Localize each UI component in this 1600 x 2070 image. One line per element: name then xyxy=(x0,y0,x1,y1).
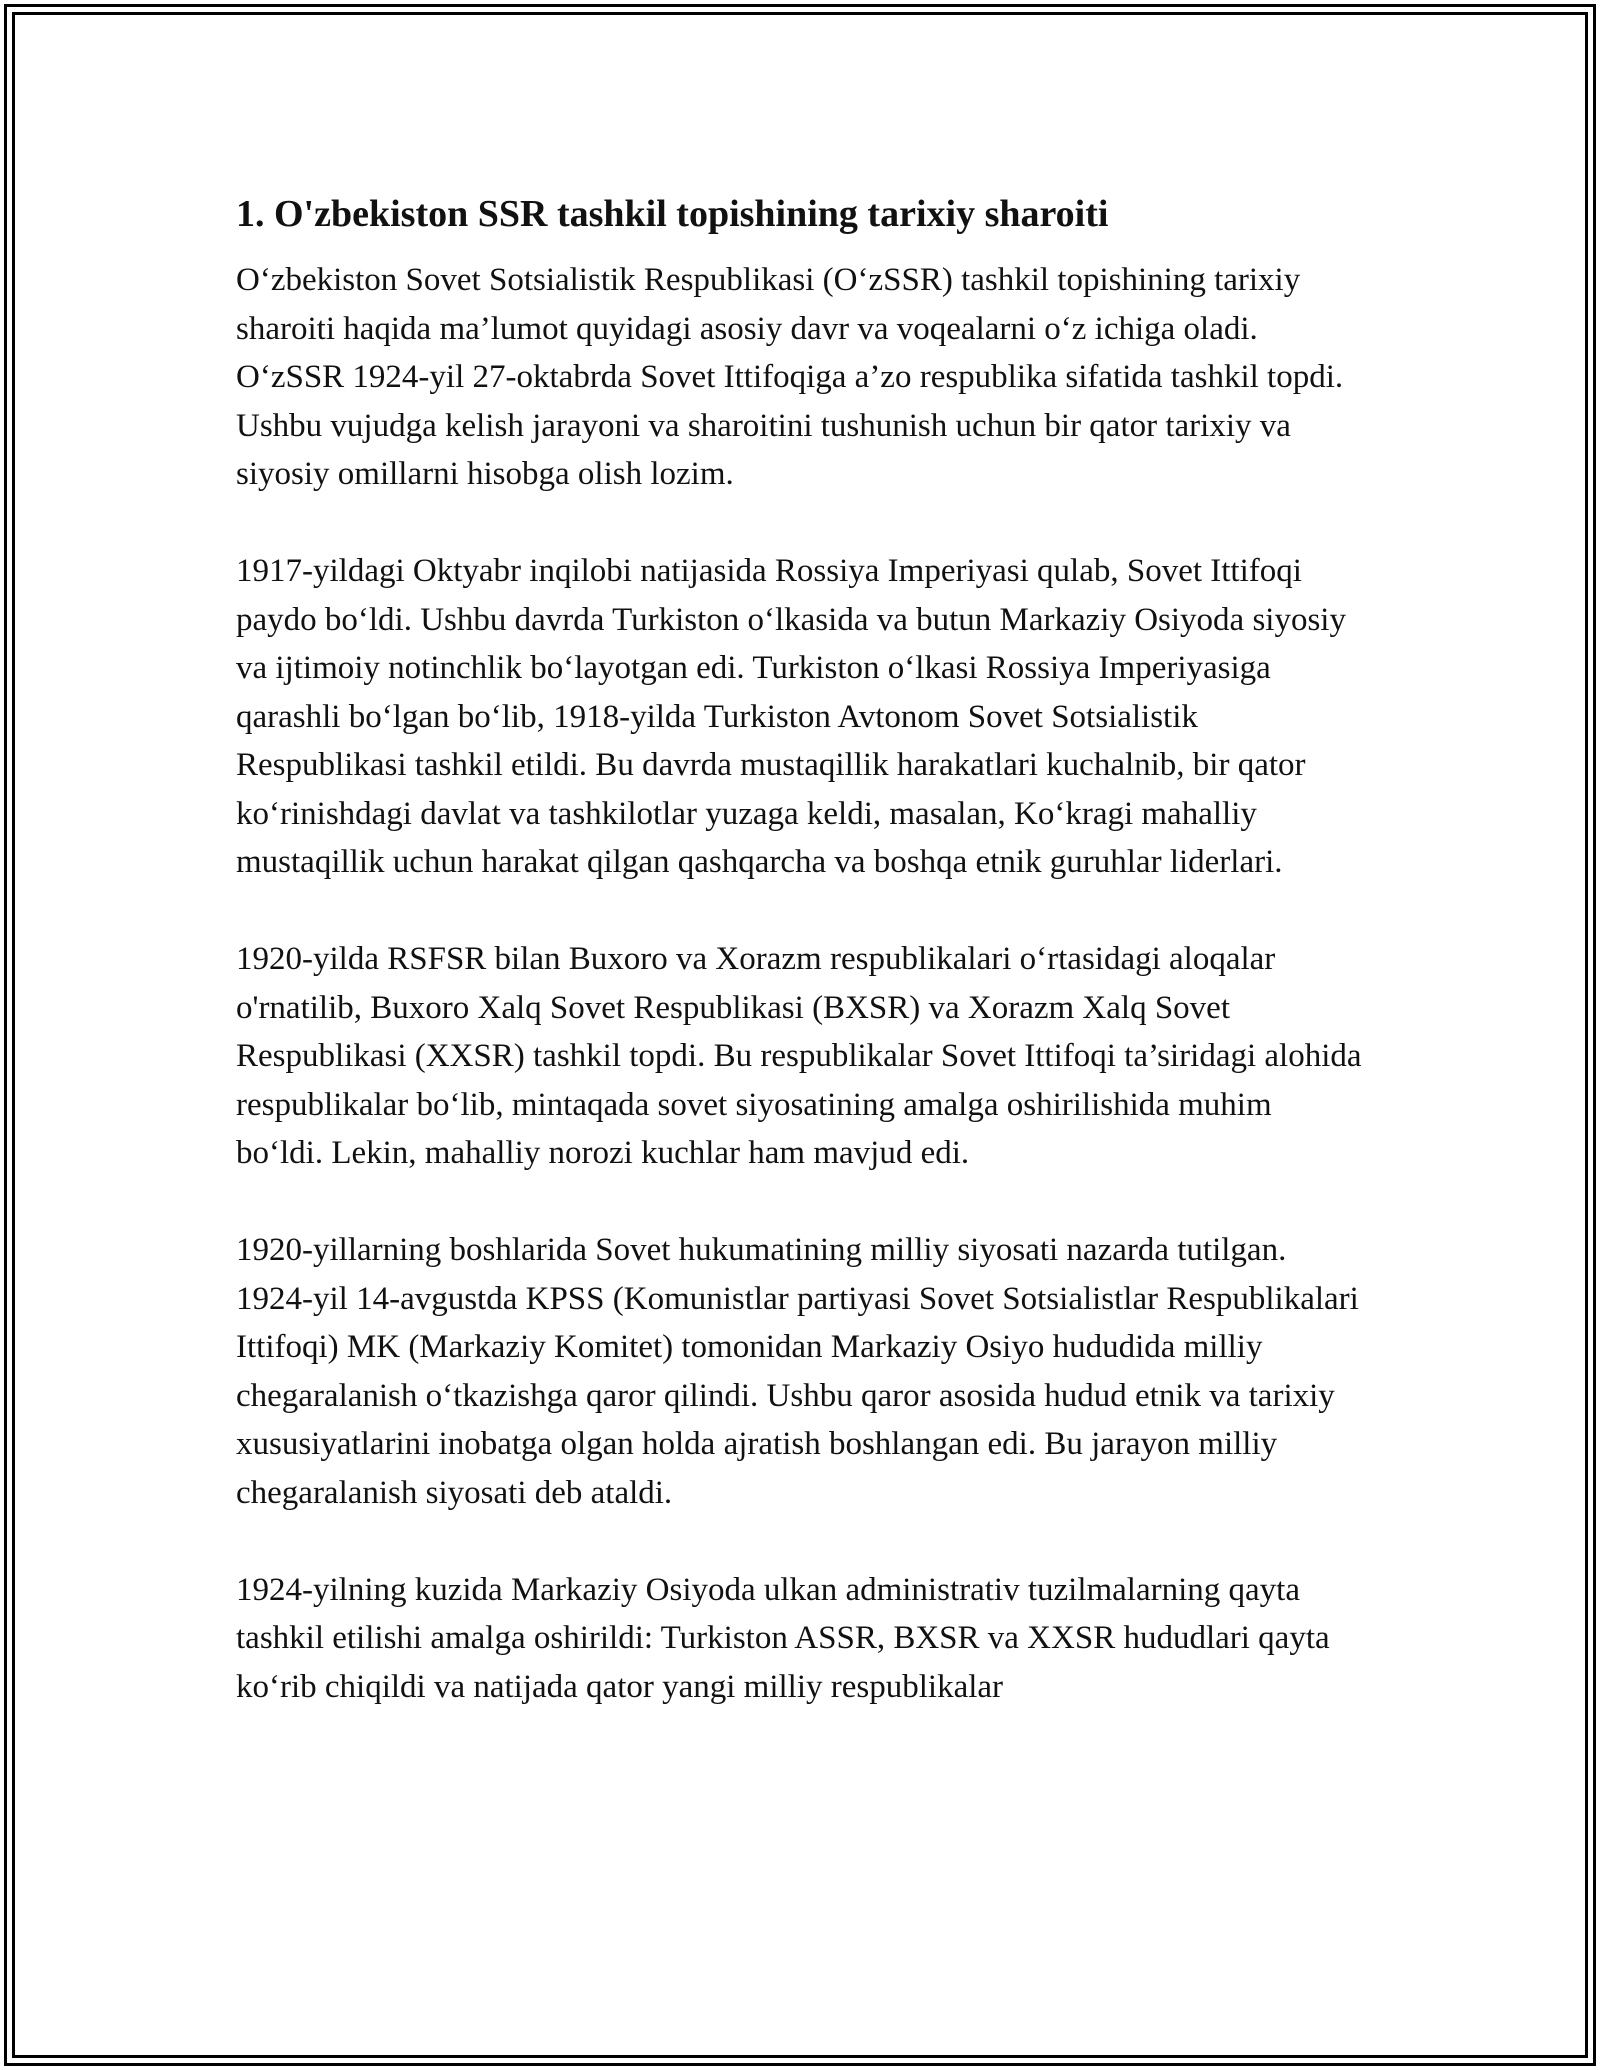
paragraph-4: 1920-yillarning boshlarida Sovet hukumatining milliy siyosati nazarda tutilgan. 1924-yil 14-avgustda KPSS (Komunistlar partiyasi Sovet Sotsialistlar Respublikalari Ittifoqi) MK (Markaziy Komitet) tomonidan Markaziy Osiyo hududida milliy chegaralanish o‘tkazishga qaror qilindi. Ushbu qaror asosida hudud etnik va tarixiy xususiyatlarini inobatga olgan holda ajratish boshlangan edi. Bu jarayon milliy chegaralanish siyosati deb ataldi. xyxy=(236,1232,1359,1511)
section-heading: 1. O'zbekiston SSR tashkil topishining tarixiy sharoiti xyxy=(236,193,1109,235)
paragraph-3: 1920-yilda RSFSR bilan Buxoro va Xorazm respublikalari o‘rtasidagi aloqalar o'rnatilib, Buxoro Xalq Sovet Respublikasi (BXSR) va Xorazm Xalq Sovet Respublikasi (XXSR) tashkil topdi. Bu respublikalar Sovet Ittifoqi ta’siridagi alohida respublikalar bo‘lib, mintaqada sovet siyosatining amalga oshirilishida muhim bo‘ldi. Lekin, mahalliy norozi kuchlar ham mavjud edi. xyxy=(236,941,1362,1171)
document-body xyxy=(236,188,1366,1760)
paragraph-5: 1924-yilning kuzida Markaziy Osiyoda ulkan administrativ tuzilmalarning qayta tashkil etilishi amalga oshirildi: Turkiston ASSR, BXSR va XXSR hududlari qayta ko‘rib chiqildi va natijada qator yangi milliy respublikalar xyxy=(236,1571,1330,1705)
paragraph-2: 1917-yildagi Oktyabr inqilobi natijasida Rossiya Imperiyasi qulab, Sovet Ittifoqi paydo bo‘ldi. Ushbu davrda Turkiston o‘lkasida va butun Markaziy Osiyoda siyosiy va ijtimoiy notinchlik bo‘layotgan edi. Turkiston o‘lkasi Rossiya Imperiyasiga qarashli bo‘lgan bo‘lib, 1918-yilda Turkiston Avtonom Sovet Sotsialistik Respublikasi tashkil etildi. Bu davrda mustaqillik harakatlari kuchalnib, bir qator ko‘rinishdagi davlat va tashkilotlar yuzaga keldi, masalan, Ko‘kragi mahalliy mustaqillik uchun harakat qilgan qashqarcha va boshqa etnik guruhlar liderlari. xyxy=(236,553,1346,880)
paragraph-1: O‘zbekiston Sovet Sotsialistik Respublikasi (O‘zSSR) tashkil topishining tarixiy sharoiti haqida ma’lumot quyidagi asosiy davr va voqealarni o‘z ichiga oladi. O‘zSSR 1924-yil 27-oktabrda Sovet Ittifoqiga a’zo respublika sifatida tashkil topdi. Ushbu vujudga kelish jarayoni va sharoitini tushunish uchun bir qator tarixiy va siyosiy omillarni hisobga olish lozim. xyxy=(236,262,1344,492)
